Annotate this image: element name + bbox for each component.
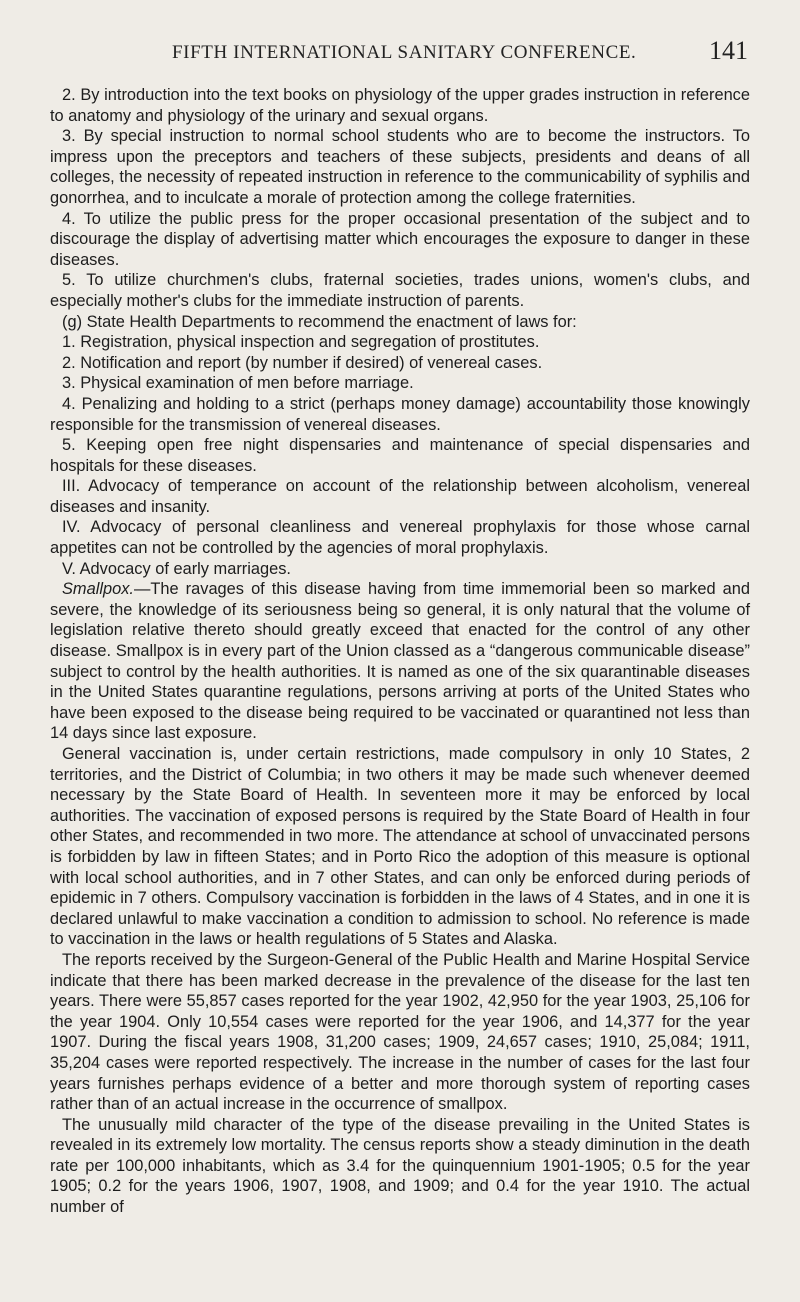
paragraph: 1. Registration, physical inspection and segregation of prostitutes. bbox=[62, 333, 540, 352]
paragraph: General vaccination is, under certain restrictions, made compulsory in only 10 States, 2 territories, and the District of Columbia; in two others it may be made such whenever deemed necessary by the State Board of Health. In seventeen more it may be enforced by local authorities. The vaccination of exposed persons is required by the State Board of Health in four other States, and recommended in two more. The attendance at school of unvaccinated persons is forbidden by law in fifteen States; and in Porto Rico the adoption of this measure is optional with local school authorities, and in 7 other States, and can only be enforced during periods of epidemic in 7 others. Compulsory vaccination is forbidden in the laws of 4 States, and in one it is declared unlawful to make vaccination a condition to admission to school. No reference is made to vaccination in the laws or health regulations of 5 States and Alaska. bbox=[50, 745, 750, 949]
body-text bbox=[50, 85, 750, 1218]
paragraph: 2. Notification and report (by number if desired) of venereal cases. bbox=[62, 353, 543, 372]
page-header bbox=[52, 36, 748, 76]
paragraph: (g) State Health Departments to recommend the enactment of laws for: bbox=[62, 312, 577, 331]
paragraph: The reports received by the Surgeon-General of the Public Health and Marine Hospital Service indicate that there has been marked decrease in the prevalence of the disease for the last ten years. There were 55,857 cases reported for the year 1902, 42,950 for the year 1903, 25,106 for the year 1904. Only 10,554 cases were reported for the year 1906, and 14,377 for the year 1907. During the fiscal years 1908, 31,200 cases; 1909, 24,657 cases; 1910, 25,084; 1911, 35,204 cases were reported respectively. The increase in the number of cases for the last four years furnishes perhaps evidence of a better and more thorough system of reporting cases rather than of an actual increase in the occurrence of smallpox. bbox=[50, 950, 750, 1114]
paragraph: 3. By special instruction to normal school students who are to become the instructors. To impress upon the preceptors and teachers of these subjects, presidents and deans of all colleges, the necessity of repeated instruction in reference to the communicability of syphilis and gonorrhea, and to inculcate a morale of protection among the college fraternities. bbox=[50, 127, 750, 207]
paragraph: 4. Penalizing and holding to a strict (perhaps money damage) accountability those knowingly responsible for the transmission of venereal diseases. bbox=[50, 394, 750, 434]
paragraph: 4. To utilize the public press for the proper occasional presentation of the subject and to discourage the display of advertising matter which encourages the exposure to danger in these diseases. bbox=[50, 209, 750, 269]
smallpox-text: —The ravages of this disease having from time immemorial been so marked and severe, the knowledge of its seriousness being so general, it is only natural that the volume of legislation relative thereto should greatly exceed that enacted for the control of any other disease. Smallpox is in every part of the Union classed as a “dangerous communicable disease” subject to control by the health authorities. It is named as one of the six quarantinable diseases in the United States quarantine regulations, persons arriving at ports of the United States who have been exposed to the disease being required to be vaccinated or quarantined not less than 14 days since last exposure. bbox=[50, 580, 750, 743]
paragraph: The unusually mild character of the type of the disease prevailing in the United States is revealed in its extremely low mortality. The census reports show a steady diminution in the death rate per 100,000 inhabitants, which as 3.4 for the quinquennium 1901-1905; 0.5 for the year 1905; 0.2 for the years 1906, 1907, 1908, and 1909; and 0.4 for the year 1910. The actual number of bbox=[50, 1115, 750, 1217]
smallpox-paragraph bbox=[50, 579, 750, 744]
smallpox-heading: Smallpox. bbox=[62, 580, 134, 599]
paragraph: 5. Keeping open free night dispensaries and maintenance of special dispensaries and hospitals for these diseases. bbox=[50, 436, 750, 475]
paragraph: V. Advocacy of early marriages. bbox=[62, 559, 291, 578]
paragraph: 5. To utilize churchmen's clubs, fraternal societies, trades unions, women's clubs, and especially mother's clubs for the immediate instruction of parents. bbox=[50, 271, 750, 310]
page-number: 141 bbox=[709, 36, 748, 65]
paragraph: 2. By introduction into the text books on physiology of the upper grades instruction in reference to anatomy and physiology of the urinary and sexual organs. bbox=[50, 86, 750, 125]
paragraph: IV. Advocacy of personal cleanliness and venereal prophylaxis for those whose carnal appetites can not be controlled by the agencies of moral prophylaxis. bbox=[50, 518, 750, 558]
paragraph: 3. Physical examination of men before marriage. bbox=[62, 374, 414, 393]
paragraph: III. Advocacy of temperance on account of the relationship between alcoholism, venereal diseases and insanity. bbox=[50, 477, 750, 516]
running-head: FIFTH INTERNATIONAL SANITARY CONFERENCE. bbox=[172, 42, 637, 63]
